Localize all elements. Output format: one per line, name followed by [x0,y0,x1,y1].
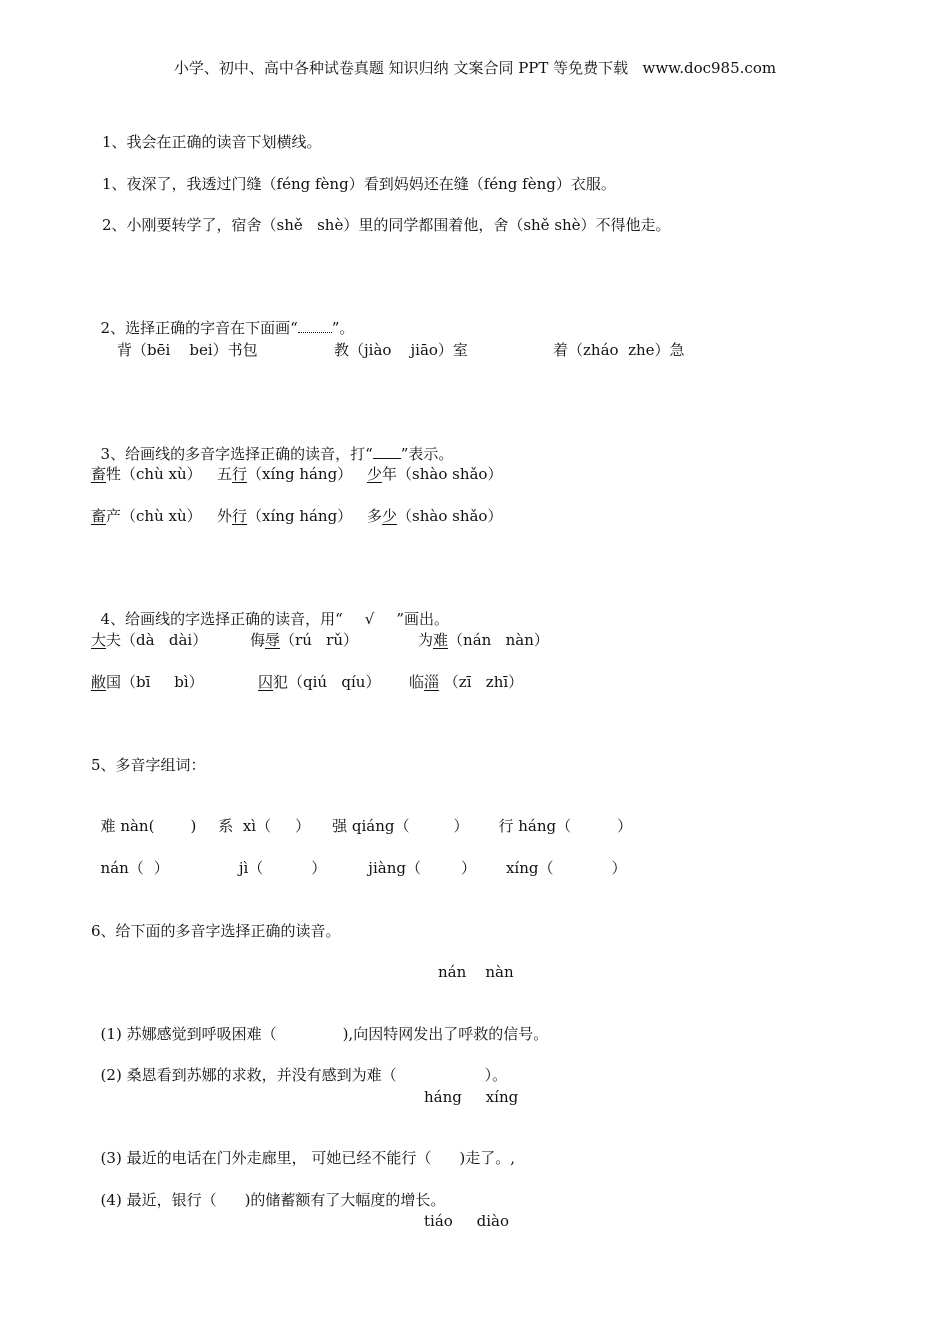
q3-title [91,424,453,464]
q6-sentence-4: (4) 最近，银行（ )的储蓄额有了大幅度的增长。 [100,1191,446,1209]
q5-title: 5、多音字组词： [91,756,206,774]
q6-pinyin-options-1: nán nàn [438,963,514,981]
q5-row-2: nán（ ） jì（ ） jiàng（ ） xíng（ ） [100,859,627,877]
q6-title: 6、给下面的多音字选择正确的读音。 [91,922,341,940]
q4-row-2-item-1: 敝国（bī bì） [91,673,204,691]
q6-pinyin-options-3: tiáo diào [424,1212,510,1230]
q3-blank-mark [373,458,401,459]
q3-row-2-item-1: 畜产（chù xù） [91,507,202,525]
q4-row-2-item-2: 囚犯（qiú qíu） [258,673,381,691]
q4-row-1-item-3: 为难（nán nàn） [418,631,549,649]
q1-sentence-2: 2、小刚要转学了，宿舍（shě shè）里的同学都围着他，舍（shě shè）不得他走。 [102,216,671,234]
q2-item-2: 教（jiào jiāo）室 [334,341,468,359]
q3-row-1-item-1: 畜牲（chù xù） [91,465,202,483]
q3-row-2-item-3: 多少（shào shǎo） [367,507,503,525]
q3-row-1-item-2: 五行（xíng háng） [217,465,353,483]
q2-title [91,298,354,338]
q3-row-2-item-2: 外行（xíng háng） [217,507,353,525]
check-mark: √ [364,610,375,628]
page-header: 小学、初中、高中各种试卷真题 知识归纳 文案合同 PPT 等免费下载 www.doc985.com [173,59,777,77]
q2-blank-mark [298,332,332,333]
q6-sentence-3: (3) 最近的电话在门外走廊里， 可她已经不能行（ )走了。, [100,1149,515,1167]
q4-row-2-item-3: 临淄 （zī zhī） [409,673,524,691]
q6-sentence-1: (1) 苏娜感觉到呼吸困难（ ),向因特网发出了呼救的信号。 [100,1025,549,1043]
q3-title-a: 3、给画线的多音字选择正确的读音，打“ [100,445,373,463]
q4-title: 4、给画线的字选择正确的读音，用“ √ ”画出。 [100,610,449,628]
q2-item-1: 背（bēi bei）书包 [117,341,258,359]
q2-title-b: ”。 [331,319,355,337]
q6-pinyin-options-2: háng xíng [424,1088,519,1106]
q1-title: 1、我会在正确的读音下划横线。 [102,133,322,151]
q4-row-1-item-2: 侮辱（rú rǔ） [250,631,358,649]
q1-sentence-1: 1、夜深了，我透过门缝（féng fèng）看到妈妈还在缝（féng fèng）衣服。 [102,175,616,193]
q6-sentence-2: (2) 桑恩看到苏娜的求救，并没有感到为难（ ）。 [100,1066,508,1084]
q3-title-b: ”表示。 [400,445,454,463]
q4-row-1-item-1: 大夫（dà dài） [91,631,208,649]
q2-title-a: 2、选择正确的字音在下面画“ [100,319,298,337]
q5-row-1: 难 nàn( ) 系 xì（ ） 强 qiáng（ ） 行 háng（ ） [100,817,633,835]
q2-item-3: 着（zháo zhe）急 [553,341,685,359]
q3-row-1-item-3: 少年（shào shǎo） [367,465,503,483]
